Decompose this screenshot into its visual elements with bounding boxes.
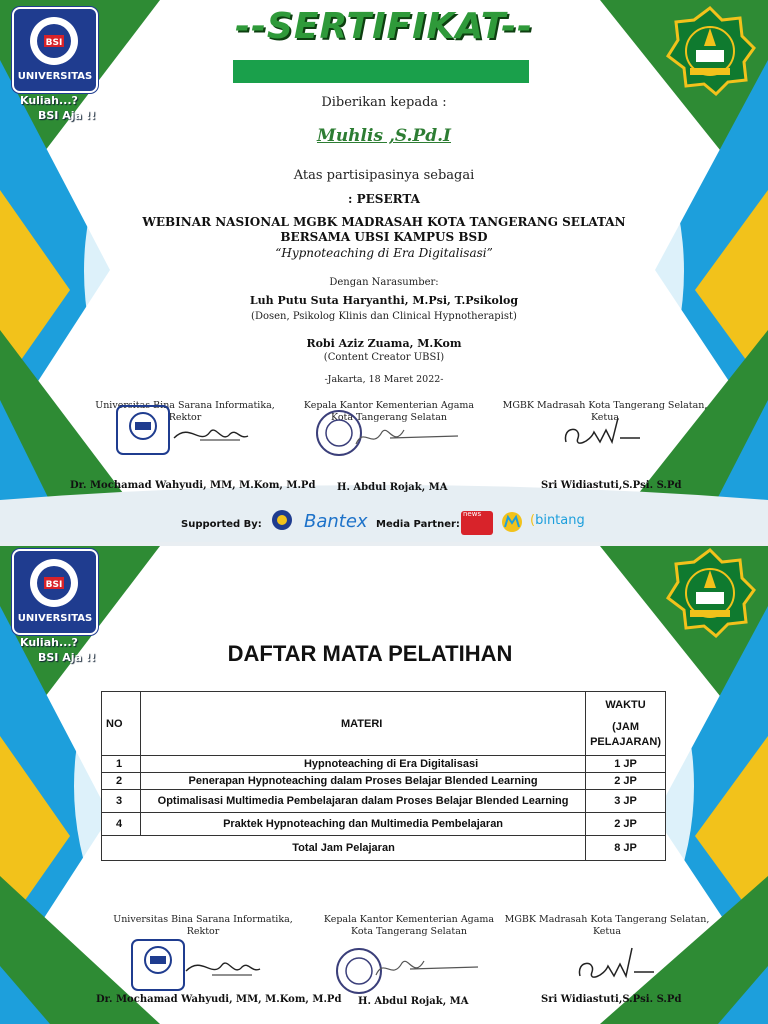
event-line2: BERSAMA UBSI KAMPUS BSD xyxy=(280,230,488,244)
speaker1-description: (Dosen, Psikolog Klinis dan Clinical Hypnotherapist) xyxy=(251,311,517,322)
signature3-icon xyxy=(560,412,650,452)
news-bsi-logo xyxy=(461,511,493,535)
bintang-logo xyxy=(530,513,585,528)
row-materi: Optimalisasi Multimedia Pembelajaran dalam Proses Belajar Blended Learning xyxy=(141,790,586,813)
signature1-icon xyxy=(170,418,250,450)
signer1-caption xyxy=(108,914,298,938)
header-waktu-line2: (JAM xyxy=(612,720,639,733)
signer3-caption xyxy=(502,914,712,938)
signer2-caption-line2: Kota Tangerang Selatan xyxy=(350,926,467,937)
header-no: NO xyxy=(102,692,141,756)
news-label: news xyxy=(463,510,482,518)
row-no: 1 xyxy=(102,756,141,773)
event-date: -Jakarta, 18 Maret 2022- xyxy=(324,374,444,385)
speaker1-name: Luh Putu Suta Haryanthi, M.Psi, T.Psikolog xyxy=(249,294,519,307)
signer1-caption-line2: Rektor xyxy=(168,412,202,423)
bsi-stamp-icon xyxy=(115,404,171,456)
training-list-title: DAFTAR MATA PELATIHAN xyxy=(227,641,513,666)
given-to-label: Diberikan kepada : xyxy=(321,95,447,110)
total-value: 8 JP xyxy=(586,836,666,861)
table-row xyxy=(102,756,666,773)
media-partner-label: Media Partner: xyxy=(376,519,460,530)
supported-by-label: Supported By: xyxy=(181,519,262,530)
tagline-line1: Kuliah...? xyxy=(20,636,78,649)
header-waktu-line3: PELAJARAN) xyxy=(590,735,661,748)
logo-label: UNIVERSITAS xyxy=(17,613,93,624)
speakers-label: Dengan Narasumber: xyxy=(329,277,439,288)
certificate-title: --SERTIFIKAT-- xyxy=(235,6,533,47)
kemenag-emblem-icon xyxy=(664,548,756,638)
header-waktu xyxy=(586,692,666,756)
table-total-row xyxy=(102,836,666,861)
tagline-line2: BSI Aja !! xyxy=(38,109,96,122)
bintang-swoosh-icon: ( xyxy=(530,513,536,528)
title-underline-bar xyxy=(233,60,529,83)
row-waktu: 3 JP xyxy=(586,790,666,813)
signer3-name: Sri Widiastuti,S.Psi. S.Pd xyxy=(541,994,682,1005)
row-materi: Penerapan Hypnoteaching dalam Proses Belajar Blended Learning xyxy=(141,773,586,790)
signer2-name: H. Abdul Rojak, MA xyxy=(337,482,448,493)
signer1-name: Dr. Mochamad Wahyudi, MM, M.Kom, M.Pd xyxy=(70,480,316,491)
signature2-icon xyxy=(370,951,480,987)
signer2-caption-line2: Kota Tangerang Selatan xyxy=(330,412,447,423)
row-waktu: 1 JP xyxy=(586,756,666,773)
tagline-line2: BSI Aja !! xyxy=(38,651,96,664)
sponsor-logo-icon xyxy=(268,508,296,536)
row-waktu: 2 JP xyxy=(586,773,666,790)
bintang-label: bintang xyxy=(535,513,585,528)
table-row xyxy=(102,813,666,836)
bantex-logo: Bantex xyxy=(304,511,368,532)
event-line1: WEBINAR NASIONAL MGBK MADRASAH KOTA TANGERANG SELATAN xyxy=(142,215,626,229)
signature1-icon xyxy=(182,951,262,985)
signer1-caption-line1: Universitas Bina Sarana Informatika, xyxy=(113,914,293,925)
signature3-icon xyxy=(574,942,664,986)
signer3-caption-line1: MGBK Madrasah Kota Tangerang Selatan, xyxy=(502,400,708,411)
signer1-caption-line1: Universitas Bina Sarana Informatika, xyxy=(95,400,275,411)
bsi-emblem-icon xyxy=(24,557,84,609)
signer2-name: H. Abdul Rojak, MA xyxy=(358,996,469,1007)
svg-text:BSI: BSI xyxy=(45,38,63,48)
row-no: 2 xyxy=(102,773,141,790)
table-row xyxy=(102,790,666,813)
row-materi: Hypnoteaching di Era Digitalisasi xyxy=(141,756,586,773)
signer2-caption xyxy=(318,914,500,938)
role-label: : PESERTA xyxy=(348,192,420,206)
signer3-caption-line2: Ketua xyxy=(590,412,620,423)
signer3-name: Sri Widiastuti,S.Psi. S.Pd xyxy=(541,480,682,491)
media-partner-m-icon xyxy=(500,510,524,534)
logo-label: UNIVERSITAS xyxy=(17,71,93,82)
row-waktu: 2 JP xyxy=(586,813,666,836)
event-theme: “Hypnoteaching di Era Digitalisasi” xyxy=(275,246,493,260)
recipient-name: Muhlis ,S.Pd.I xyxy=(317,126,451,146)
signer2-caption-line1: Kepala Kantor Kementerian Agama xyxy=(323,914,495,925)
row-materi: Praktek Hypnoteaching dan Multimedia Pembelajaran xyxy=(141,813,586,836)
training-table xyxy=(101,691,666,861)
participation-label: Atas partisipasinya sebagai xyxy=(293,168,475,183)
speaker2-description: (Content Creator UBSI) xyxy=(323,352,445,363)
signer3-caption-line2: Ketua xyxy=(592,926,622,937)
signer3-caption-line1: MGBK Madrasah Kota Tangerang Selatan, xyxy=(504,914,710,925)
row-no: 4 xyxy=(102,813,141,836)
table-header-row xyxy=(102,692,666,756)
table-row xyxy=(102,773,666,790)
bsi-stamp-icon xyxy=(130,938,186,992)
certificate-back xyxy=(0,546,768,1024)
signer2-caption-line1: Kepala Kantor Kementerian Agama xyxy=(303,400,475,411)
row-no: 3 xyxy=(102,790,141,813)
signature2-icon xyxy=(350,420,460,456)
header-waktu-line1: WAKTU xyxy=(605,698,646,711)
svg-text:BSI: BSI xyxy=(45,580,63,590)
speaker2-name: Robi Aziz Zuama, M.Kom xyxy=(306,337,462,350)
header-materi: MATERI xyxy=(141,692,586,756)
bsi-logo xyxy=(12,549,98,635)
signer1-name: Dr. Mochamad Wahyudi, MM, M.Kom, M.Pd xyxy=(96,994,342,1005)
total-label: Total Jam Pelajaran xyxy=(102,836,586,861)
tagline-line1: Kuliah...? xyxy=(20,94,78,107)
signer1-caption-line2: Rektor xyxy=(186,926,220,937)
